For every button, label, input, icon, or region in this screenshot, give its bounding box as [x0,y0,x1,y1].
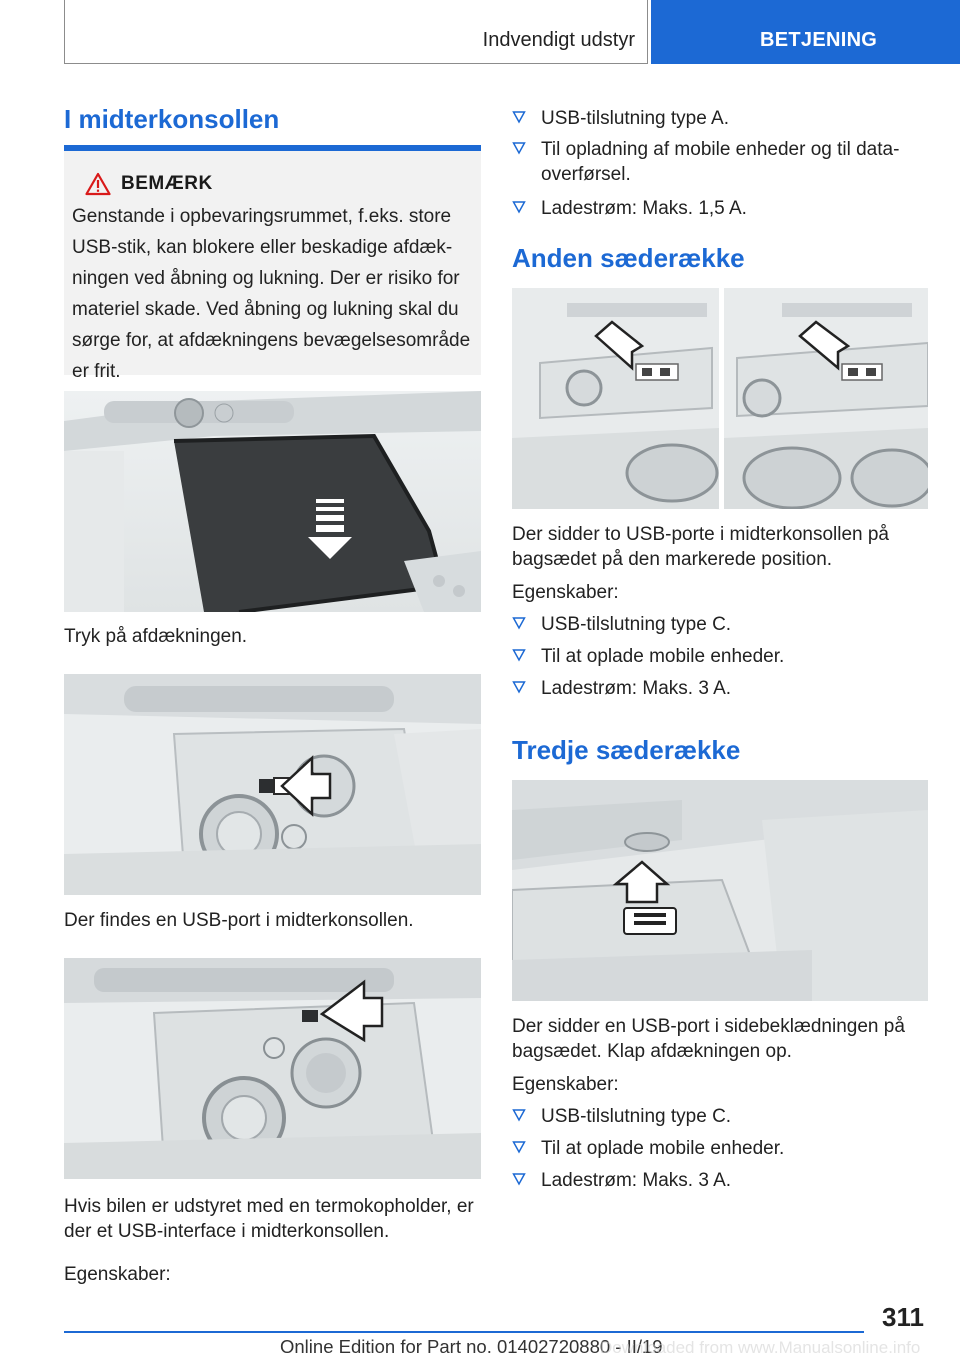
caption-press-cover: Tryk på afdækningen. [64,626,248,647]
bullet-triangle-icon [512,110,526,124]
bullet-triangle-icon [512,648,526,662]
properties-label-third: Egenskaber: [512,1074,619,1095]
second-row-description: Der sidder to USB-porte i midterkonsollen på bagsædet på den markerede position. [512,524,890,570]
page-number: 311 [882,1302,924,1332]
watermark: Downloaded from www.Manualsonline.info [600,1338,921,1357]
header-chapter-label: BETJENING [760,29,878,51]
header-section-tab [64,0,648,64]
bullet-triangle-icon [512,1108,526,1122]
bullet-triangle-icon [512,141,526,155]
notice-label: BEMÆRK [121,173,213,194]
caption-usb-port: Der findes en USB-port i midterkonsollen. [64,910,414,931]
properties-label-left: Egenskaber: [64,1264,171,1285]
notice-text: Genstande i opbevaringsrummet, f.eks. store USB-stik, kan blokere eller beskadige afdæk- ningen ved åbning og lukning. Der er risiko for materiel skade. Ved åbning og lukning skal du sørge for, at afdækningens bevægelsesområde er frit. [72,206,471,382]
bullet-triangle-icon [512,616,526,630]
figure-usb-interface-cupholder [64,958,481,1179]
section-title-third-row: Tredje sæderække [512,735,741,765]
figure-second-row-usb [512,288,928,509]
warning-triangle-icon [85,172,111,196]
footer-edition-text: Online Edition for Part no. 01402720880 - II/19 [280,1336,663,1357]
bullet-triangle-icon [512,1140,526,1154]
header-chapter-tab [651,0,960,64]
bullet-triangle-icon [512,200,526,214]
figure-third-row-usb [512,780,928,1001]
section-title-second-row: Anden sæderække [512,243,745,273]
figure-usb-port-console [64,674,481,895]
caption-thermo-cupholder: Hvis bilen er udstyret med en termokopholder, er der et USB-interface i midterkonsollen. [64,1196,474,1242]
third-row-description: Der sidder en USB-port i sidebeklædningen på bagsædet. Klap afdækningen op. [512,1016,905,1062]
bullet-triangle-icon [512,1172,526,1186]
notice-box [64,151,481,382]
bullet-triangle-icon [512,680,526,694]
header-section-label: Indvendigt udstyr [482,29,635,51]
properties-label-second: Egenskaber: [512,582,619,603]
section-title-midterkonsollen: I midterkonsollen [64,104,280,134]
figure-console-cover [64,391,481,612]
footer-rule [64,1331,864,1333]
